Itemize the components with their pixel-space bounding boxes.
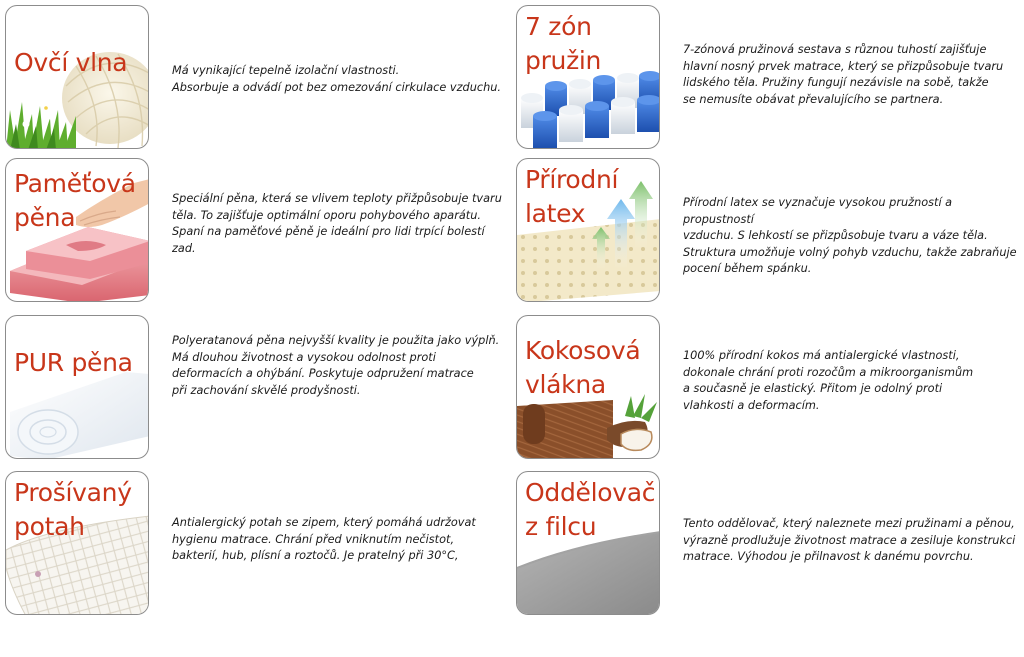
feature-description: 7-zónová pružinová sestava s různou tuhostí zajišťuje hlavní nosný prvek matrace, který se přizpůsobuje tvaru lidského těla. Pružiny fungují nezávisle na sobě, takže se nemusíte obávat převalujícího se partnera. <box>683 43 1004 106</box>
feature-title: Kokosová vlákna <box>525 336 641 399</box>
feature-description: 100% přírodní kokos má antialergické vlastnosti, dokonale chrání proti rozočům a mikroorganismům a současně je elastický. Přitom je odolný proti vlahkosti a deformacím. <box>683 349 974 412</box>
feature-tile-latex <box>516 158 660 302</box>
feature-title: Ovčí vlna <box>14 48 128 77</box>
feature-tile-coconut <box>516 315 660 459</box>
feature-description: Přírodní latex se vyznačuje vysokou pružností a propustností vzduchu. S lehkostí se přizpůsobuje tvaru a váze těla. Struktura umožňuje volný pohyb vzduchu, takže zabraňuje pocení během spánku. <box>683 196 1017 276</box>
feature-tile-felt <box>516 471 660 615</box>
feature-description: Má vynikající tepelně izolační vlastnosti. Absorbuje a odvádí pot bez omezování cirkulace vzduchu. <box>172 64 501 94</box>
feature-description: Antialergický potah se zipem, který pomáhá udržovat hygienu matrace. Chrání před vniknutím nečistot, bakterií, hub, plísní a roztočů. Je pratelný při 30°C, <box>172 516 476 563</box>
feature-description: Tento oddělovač, který naleznete mezi pružinami a pěnou, výrazně prodlužuje životnost matrace a zesiluje konstrukci matrace. Výhodou je přilnavost k danému povrchu. <box>683 517 1016 564</box>
feature-tile-memory-foam <box>5 158 149 302</box>
feature-description: Polyeratanová pěna nejvyšší kvality je použita jako výplň. Má dlouhou životnost a vysokou odolnost proti deformacích a ohýbání. Poskytuje odpružení matrace při zachování skvělé prodyšnosti. <box>172 334 500 397</box>
foam-roll-icon <box>6 316 149 459</box>
feature-tile-pur-foam <box>5 315 149 459</box>
feature-tile-springs <box>516 5 660 149</box>
feature-tile-quilted-cover <box>5 471 149 615</box>
feature-tile-wool <box>5 5 149 149</box>
feature-description: Speciální pěna, která se vlivem teploty přižpůsobuje tvaru těla. To zajišťuje optimální oporu pohybového aparátu. Spaní na paměťové pěně je ideální pro lidi trpící bolestí zad. <box>172 192 502 255</box>
feature-title: PUR pěna <box>14 348 133 377</box>
feature-title: Přírodní latex <box>525 165 619 228</box>
feature-title: Oddělovač z filcu <box>525 478 656 541</box>
feature-title: Prošívaný potah <box>14 478 132 541</box>
feature-title: Paměťová pěna <box>14 169 136 232</box>
feature-title: 7 zón pružin <box>525 12 602 75</box>
